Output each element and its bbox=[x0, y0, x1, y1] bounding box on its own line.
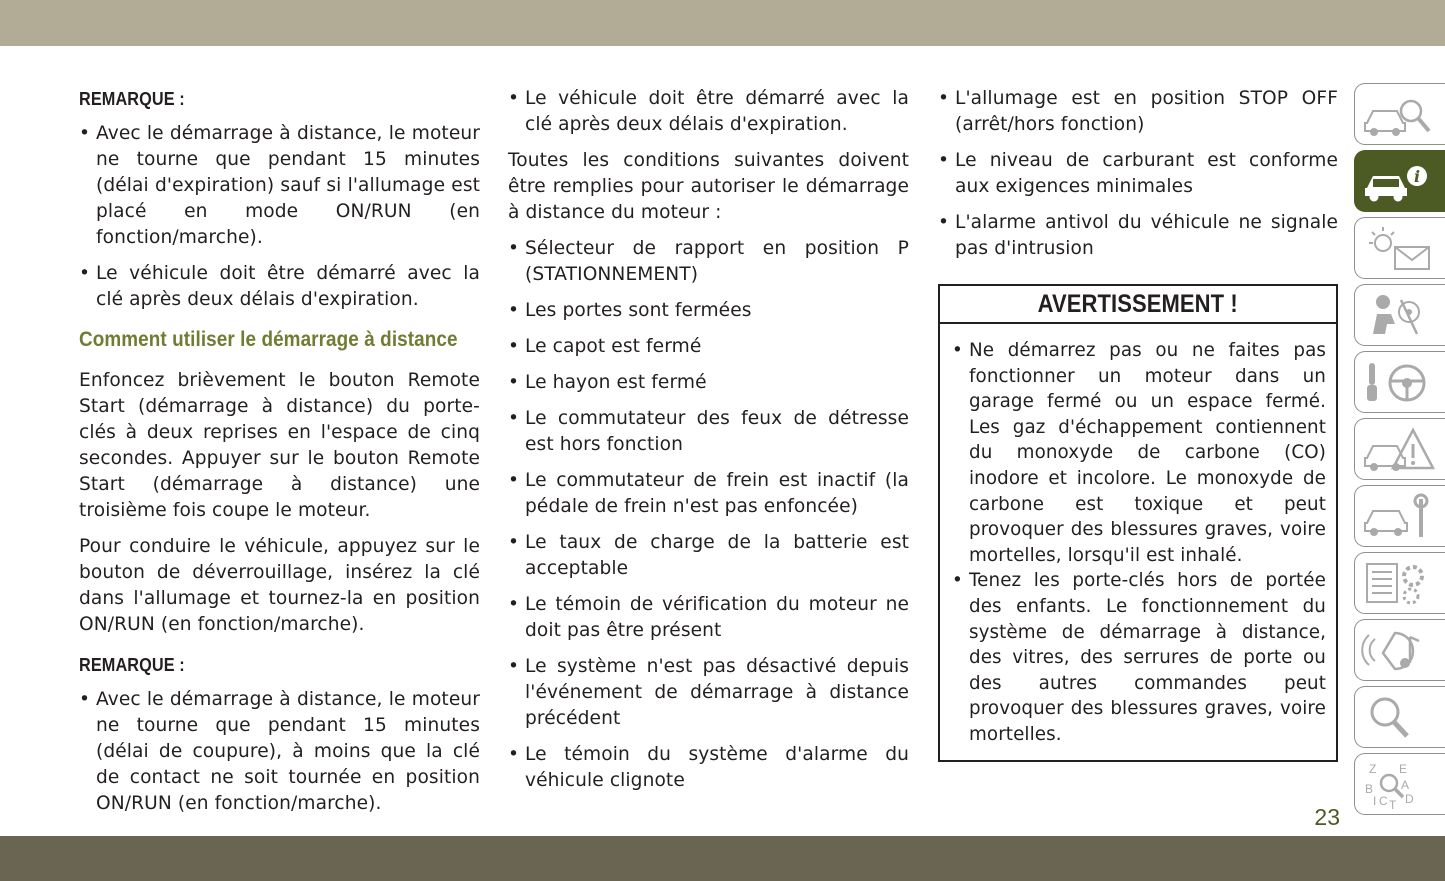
page-number: 23 bbox=[1314, 804, 1340, 830]
column-2 bbox=[508, 86, 909, 804]
list-item: • Le commutateur de frein est inactif (la pédale de frein n'est pas enfoncée) bbox=[508, 468, 909, 520]
paragraph: Toutes les conditions suivantes doivent être remplies pour autoriser le démarrage à distance du moteur : bbox=[508, 150, 909, 223]
paragraph: Enfoncez brièvement le bouton Remote Start (démarrage à distance) du porte-clés à deux reprises en l'espace de cinq secondes. Appuyer sur le bouton Remote Start (démarrage à distance) une troisième fois coupe le moteur. bbox=[79, 370, 480, 521]
list-item: • Le taux de charge de la batterie est acceptable bbox=[508, 530, 909, 582]
airbag-safety-icon bbox=[1361, 290, 1441, 342]
index-letter: D bbox=[1405, 792, 1414, 806]
note-list bbox=[79, 687, 480, 817]
index-letter: B bbox=[1365, 782, 1374, 796]
column-3 bbox=[938, 86, 1338, 762]
tab-safety[interactable] bbox=[1354, 284, 1445, 346]
list-item: • Le véhicule doit être démarré avec la clé après deux délais d'expiration. bbox=[508, 86, 909, 138]
conditions-list bbox=[938, 86, 1338, 262]
note-label: REMARQUE : bbox=[79, 654, 185, 675]
warning-title: AVERTISSEMENT ! bbox=[940, 286, 1336, 324]
tab-warning-lights[interactable] bbox=[1354, 217, 1445, 279]
list-item: • Ne démarrez pas ou ne faites pas fonctionner un moteur dans un garage fermé ou un espace fermé. Les gaz d'échappement contiennent du monoxyde de carbone (CO) inodore et incolore. Le monoxyde de carbone est toxique et peut provoquer des blessures graves, voire mortelles, lorsqu'il est inhalé. bbox=[952, 338, 1326, 568]
list-item: • Avec le démarrage à distance, le moteur ne tourne que pendant 15 minutes (délai d'expiration) sauf si l'allumage est placé en mode ON/RUN (en fonction/marche). bbox=[79, 121, 480, 251]
svg-text:i: i bbox=[1413, 167, 1421, 186]
list-item: • Le témoin du système d'alarme du véhicule clignote bbox=[508, 742, 909, 794]
column-1 bbox=[79, 84, 480, 827]
tab-specifications[interactable] bbox=[1354, 552, 1445, 614]
list-item: • Le système n'est pas désactivé depuis l'événement de démarrage à distance précédent bbox=[508, 654, 909, 732]
list-item: • Le capot est fermé bbox=[508, 334, 909, 360]
list-item: • Le témoin de vérification du moteur ne doit pas être présent bbox=[508, 592, 909, 644]
tab-vehicle-inspection[interactable] bbox=[1354, 83, 1445, 145]
tab-servicing[interactable] bbox=[1354, 485, 1445, 547]
list-item: • Tenez les porte-clés hors de portée des enfants. Le fonctionnement du système de démarrage à distance, des vitres, des serrures de porte ou des autres commandes peut provoquer des blessures graves, voire mortelles. bbox=[952, 568, 1326, 747]
list-item: • L'alarme antivol du véhicule ne signale pas d'intrusion bbox=[938, 210, 1338, 262]
list-item: • Sélecteur de rapport en position P (STATIONNEMENT) bbox=[508, 236, 909, 288]
note-label: REMARQUE : bbox=[79, 88, 185, 109]
top-band bbox=[0, 0, 1445, 46]
index-letter: Z bbox=[1369, 762, 1377, 776]
continued-list bbox=[508, 86, 909, 138]
vehicle-service-icon bbox=[1361, 491, 1441, 543]
section-heading: Comment utiliser le démarrage à distance bbox=[79, 328, 458, 351]
warning-list bbox=[952, 338, 1326, 748]
index-letter: C bbox=[1379, 794, 1388, 808]
tab-starting-driving[interactable] bbox=[1354, 351, 1445, 413]
paragraph: Pour conduire le véhicule, appuyez sur le bouton de déverrouillage, insérez la clé dans l'allumage et tournez-la en position ON/RUN (en fonction/marche). bbox=[79, 536, 480, 635]
multimedia-icon bbox=[1361, 625, 1441, 677]
list-item: • Le commutateur des feux de détresse est hors fonction bbox=[508, 406, 909, 458]
index-letter: T bbox=[1389, 798, 1397, 811]
warning-lights-messages-icon bbox=[1361, 223, 1441, 275]
search-icon bbox=[1361, 692, 1441, 744]
index-letter: A bbox=[1401, 778, 1410, 792]
warning-box bbox=[938, 284, 1338, 762]
vehicle-info-icon bbox=[1361, 156, 1441, 208]
tab-emergency[interactable] bbox=[1354, 418, 1445, 480]
tab-customer-assistance[interactable] bbox=[1354, 686, 1445, 748]
tab-multimedia[interactable] bbox=[1354, 619, 1445, 681]
list-item: • Avec le démarrage à distance, le moteur ne tourne que pendant 15 minutes (délai de coupure), à moins que la clé de contact ne soit tournée en position ON/RUN (en fonction/marche). bbox=[79, 687, 480, 817]
index-letter: I bbox=[1373, 794, 1377, 808]
bottom-band bbox=[0, 836, 1445, 881]
note-list bbox=[79, 121, 480, 313]
vehicle-inspection-icon bbox=[1361, 89, 1441, 141]
list-item: • Le véhicule doit être démarré avec la clé après deux délais d'expiration. bbox=[79, 261, 480, 313]
list-item: • Les portes sont fermées bbox=[508, 298, 909, 324]
list-item: • Le niveau de carburant est conforme aux exigences minimales bbox=[938, 148, 1338, 200]
conditions-list bbox=[508, 236, 909, 794]
index-letter: E bbox=[1399, 762, 1408, 776]
steering-wheel-icon bbox=[1361, 357, 1441, 409]
tab-vehicle-info[interactable] bbox=[1354, 150, 1445, 212]
list-item: • L'allumage est en position STOP OFF (arrêt/hors fonction) bbox=[938, 86, 1338, 138]
list-item: • Le hayon est fermé bbox=[508, 370, 909, 396]
index-az-icon bbox=[1361, 759, 1441, 811]
technical-specifications-icon bbox=[1361, 558, 1441, 610]
roadside-emergency-icon bbox=[1361, 424, 1441, 476]
tab-index[interactable] bbox=[1354, 753, 1445, 815]
